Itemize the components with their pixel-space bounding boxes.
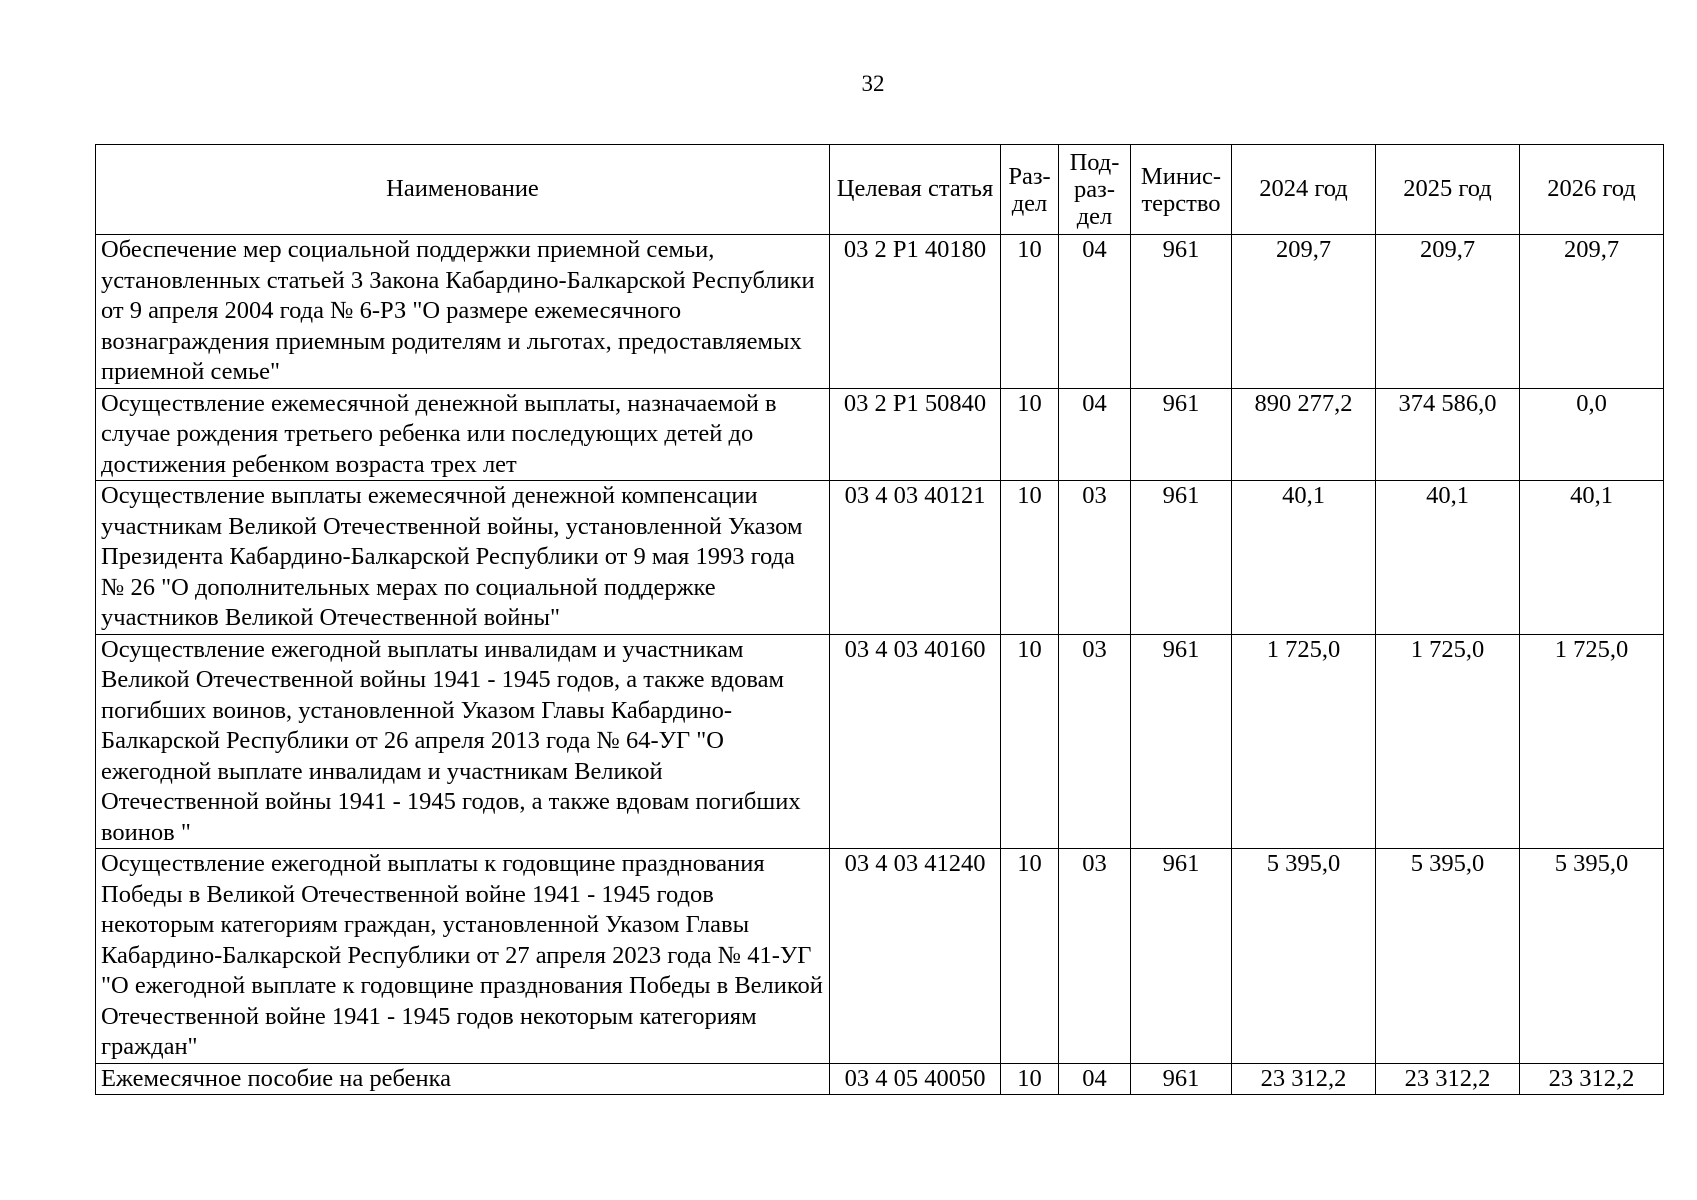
row-section: 10: [1001, 388, 1059, 481]
row-amount-2024: 23 312,2: [1232, 1063, 1376, 1095]
row-name: Осуществление ежегодной выплаты инвалидам и участникам Великой Отечественной войны 1941 - 1945 годов, а также вдовам погибших воинов, установленной Указом Главы Кабардино-Балкарской Республики от 26 апреля 2013 года № 64-УГ "О ежегодной выплате инвалидам и участникам Великой Отечественной войны 1941 - 1945 годов, а также вдовам погибших воинов ": [96, 634, 830, 849]
row-name: Осуществление ежемесячной денежной выплаты, назначаемой в случае рождения третьего ребенка или последующих детей до достижения ребенком возраста трех лет: [96, 388, 830, 481]
row-name: Обеспечение мер социальной поддержки приемной семьи, установленных статьей 3 Закона Кабардино-Балкарской Республики от 9 апреля 2004 года № 6-РЗ "О размере ежемесячного вознаграждения приемным родителям и льготах, предоставляемых приемной семье": [96, 235, 830, 389]
table-row: [96, 1063, 1664, 1095]
table-row: [96, 634, 1664, 849]
row-ministry: 961: [1131, 235, 1232, 389]
table-row: [96, 849, 1664, 1064]
row-section: 10: [1001, 1063, 1059, 1095]
header-year-2025: 2025 год: [1376, 145, 1520, 235]
row-section: 10: [1001, 634, 1059, 849]
row-amount-2025: 209,7: [1376, 235, 1520, 389]
header-year-2026: 2026 год: [1520, 145, 1664, 235]
row-amount-2024: 40,1: [1232, 481, 1376, 635]
row-amount-2024: 5 395,0: [1232, 849, 1376, 1064]
table-row: [96, 235, 1664, 389]
row-ministry: 961: [1131, 481, 1232, 635]
header-subsection: Под-раз-дел: [1059, 145, 1131, 235]
header-section: Раз-дел: [1001, 145, 1059, 235]
table-row: [96, 481, 1664, 635]
row-amount-2024: 890 277,2: [1232, 388, 1376, 481]
row-amount-2025: 374 586,0: [1376, 388, 1520, 481]
table-row: [96, 388, 1664, 481]
row-subsection: 04: [1059, 235, 1131, 389]
row-target-article: 03 4 03 41240: [830, 849, 1001, 1064]
row-subsection: 03: [1059, 849, 1131, 1064]
row-target-article: 03 2 Р1 40180: [830, 235, 1001, 389]
header-ministry: Минис-терство: [1131, 145, 1232, 235]
table-header-row: [96, 145, 1664, 235]
row-target-article: 03 2 Р1 50840: [830, 388, 1001, 481]
row-subsection: 04: [1059, 1063, 1131, 1095]
row-ministry: 961: [1131, 849, 1232, 1064]
row-amount-2024: 209,7: [1232, 235, 1376, 389]
row-amount-2026: 1 725,0: [1520, 634, 1664, 849]
budget-table: [95, 144, 1664, 1095]
row-section: 10: [1001, 849, 1059, 1064]
row-subsection: 03: [1059, 481, 1131, 635]
row-target-article: 03 4 03 40121: [830, 481, 1001, 635]
header-target-article: Целевая статья: [830, 145, 1001, 235]
row-name: Осуществление выплаты ежемесячной денежной компенсации участникам Великой Отечественной войны, установленной Указом Президента Кабардино-Балкарской Республики от 9 мая 1993 года № 26 "О дополнительных мерах по социальной поддержке участников Великой Отечественной войны": [96, 481, 830, 635]
row-amount-2025: 40,1: [1376, 481, 1520, 635]
row-subsection: 04: [1059, 388, 1131, 481]
row-ministry: 961: [1131, 1063, 1232, 1095]
row-amount-2026: 40,1: [1520, 481, 1664, 635]
header-year-2024: 2024 год: [1232, 145, 1376, 235]
row-ministry: 961: [1131, 634, 1232, 849]
row-amount-2025: 1 725,0: [1376, 634, 1520, 849]
row-name: Осуществление ежегодной выплаты к годовщине празднования Победы в Великой Отечественной войне 1941 - 1945 годов некоторым категориям граждан, установленной Указом Главы Кабардино-Балкарской Республики от 27 апреля 2023 года № 41-УГ "О ежегодной выплате к годовщине празднования Победы в Великой Отечественной войне 1941 - 1945 годов некоторым категориям граждан": [96, 849, 830, 1064]
row-amount-2026: 23 312,2: [1520, 1063, 1664, 1095]
header-name: Наименование: [96, 145, 830, 235]
row-target-article: 03 4 05 40050: [830, 1063, 1001, 1095]
row-amount-2026: 209,7: [1520, 235, 1664, 389]
row-target-article: 03 4 03 40160: [830, 634, 1001, 849]
row-amount-2025: 5 395,0: [1376, 849, 1520, 1064]
row-amount-2025: 23 312,2: [1376, 1063, 1520, 1095]
row-section: 10: [1001, 481, 1059, 635]
page-number: 32: [861, 71, 885, 96]
row-amount-2026: 0,0: [1520, 388, 1664, 481]
row-subsection: 03: [1059, 634, 1131, 849]
row-ministry: 961: [1131, 388, 1232, 481]
row-amount-2026: 5 395,0: [1520, 849, 1664, 1064]
row-amount-2024: 1 725,0: [1232, 634, 1376, 849]
row-section: 10: [1001, 235, 1059, 389]
row-name: Ежемесячное пособие на ребенка: [96, 1063, 830, 1095]
